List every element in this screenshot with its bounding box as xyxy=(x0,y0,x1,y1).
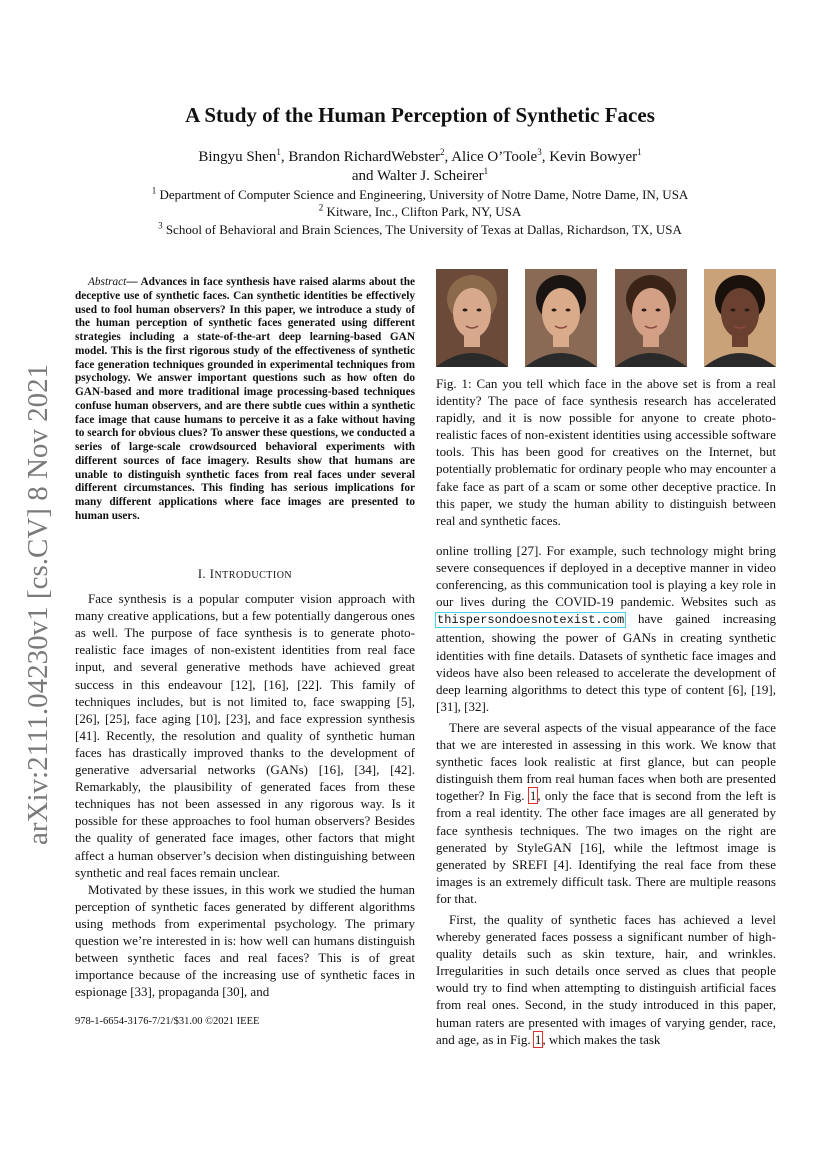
abstract-label: Abstract xyxy=(88,276,127,288)
body-paragraph xyxy=(436,911,776,1048)
affiliation-sup: 1 xyxy=(151,185,157,196)
section-number: I. xyxy=(197,567,207,581)
abstract xyxy=(75,276,415,524)
author-list xyxy=(100,148,740,186)
abstract-text: — Advances in face synthesis have raised alarms about the deceptive use of synthetic faces. Can synthetic identities be effectively used to fool human observers? In this paper, we introduce a study of the human perception of synthetic faces generated using different strategies including a state-of-the-art deep learning-based GAN model. This is the first rigorous study of the effectiveness of synthetic face generation techniques grounded in experimental techniques from psychology. We answer important questions such as how often do GAN-based and more traditional image processing-based techniques confuse human observers, and are there subtle cues within a synthetic face image that cause humans to perceive it as a fake without having to search for obvious clues? To answer these questions, we conducted a series of large-scale crowdsourced behavioral experiments with different sources of face imagery. Results show that humans are unable to distinguish synthetic faces from real faces under several different circumstances. This finding has serious implications for many different applications where face images are presented to human users. xyxy=(75,276,415,522)
author-affil-sup: 1 xyxy=(276,147,281,157)
website-link[interactable]: thispersondoesnotexist.com xyxy=(437,613,625,628)
paragraph-text: There are several aspects of the visual appearance of the face that we are interested in assessing in this work. We know that synthetic faces look realistic at first glance, but can people distinguish them from real human faces when both are presented together? In Fig. xyxy=(436,719,776,804)
body-paragraph: Motivated by these issues, in this work we studied the human perception of synthetic faces generated by different algorithms using methods from experimental psychology. The primary question we’re interested in is: how well can humans distinguish between synthetic faces and real faces? This is of great importance because of the increasing use of synthetic faces in espionage [33], propaganda [30], and xyxy=(75,881,415,1000)
face-4-image xyxy=(704,269,776,367)
author-name: Kevin Bowyer xyxy=(549,149,638,165)
affiliation-sup: 3 xyxy=(158,220,163,231)
affiliation-3 xyxy=(60,222,780,238)
affiliation-1 xyxy=(60,187,780,203)
copyright-footer: 978-1-6654-3176-7/21/$31.00 ©2021 IEEE xyxy=(75,1016,260,1027)
figure-reference-link[interactable]: 1 xyxy=(534,1031,542,1047)
paragraph-text: online trolling [27]. For example, such technology might bring severe consequences if deployed in a deceptive manner in video conferencing, as this communication tool is playing a key role in our lives during the COVID-19 pandemic. Websites such as xyxy=(436,543,776,610)
author-affil-sup: 3 xyxy=(537,147,542,157)
affiliation-2 xyxy=(60,204,780,220)
paragraph-text: have gained increasing attention, showing the power of GANs in creating synthetic identities with fine details. Datasets of synthetic face images and videos have also been released to accelerate the development of deep learning algorithms to detect this type of content [6], [19], [31], [32]. xyxy=(436,611,776,714)
author-name: Alice O’Toole xyxy=(451,149,538,165)
section-title-first: I xyxy=(209,567,215,581)
right-column xyxy=(436,542,776,1048)
paragraph-text: , which makes the task xyxy=(542,1031,661,1047)
face-3-image xyxy=(615,269,687,367)
affiliation-text: Department of Computer Science and Engineering, University of Notre Dame, Notre Dame, IN, USA xyxy=(159,187,689,202)
affiliation-text: Kitware, Inc., Clifton Park, NY, USA xyxy=(326,204,522,219)
body-paragraph xyxy=(436,542,776,715)
author-line-2 xyxy=(100,167,740,186)
face-2-image xyxy=(525,269,597,367)
author-line-1: Bingyu Shen$^1$, Brandon RichardWebster$^2$, Alice O’Toole$^3$, Kevin Bowyer$^1$ xyxy=(198,147,642,165)
affiliation-text: School of Behavioral and Brain Sciences, The University of Texas at Dallas, Richardson, TX, USA xyxy=(165,222,682,237)
paper-title: A Study of the Human Perception of Synthetic Faces xyxy=(185,103,655,127)
section-heading-introduction xyxy=(75,566,415,584)
author-name: Brandon RichardWebster xyxy=(288,149,440,165)
face-1-image xyxy=(436,269,508,367)
paragraph-text: , only the face that is second from the left is from a real identity. The other face images are all generated by face synthesis techniques. The two images on the right are generated by StyleGAN [16], while the leftmost image is generated by SREFI [4]. Identifying the real face from these images is an extremely difficult task. There are multiple reasons for that. xyxy=(436,788,776,906)
figure-1-faces xyxy=(436,269,776,367)
arxiv-identifier: arXiv:2111.04230v1 [cs.CV] 8 Nov 2021 xyxy=(22,363,54,845)
author-affil-sup: 1 xyxy=(637,147,642,157)
author-conjunction: and xyxy=(351,168,377,184)
figure-1-caption: Fig. 1: Can you tell which face in the above set is from a real identity? The pace of face synthesis research has accelerated rapidly, and it is now possible for anyone to create photo-realistic faces of non-existent identities using accessible software tools. This has been good for creatives on the Internet, but potentially problematic for ordinary people who may encounter a fake face as part of a scam or some other deceptive practice. In this paper, we study the human ability to distinguish between real and synthetic faces. xyxy=(436,376,776,528)
affiliation-sup: 2 xyxy=(318,202,324,213)
author-name: Walter J. Scheirer xyxy=(376,168,484,184)
body-paragraph xyxy=(436,719,776,907)
figure-reference-link[interactable]: 1 xyxy=(529,788,537,804)
author-name: Bingyu Shen xyxy=(198,149,277,165)
left-column xyxy=(75,553,415,1000)
author-affil-sup: 1 xyxy=(483,166,489,176)
author-affil-sup: 2 xyxy=(440,147,445,157)
body-paragraph: Face synthesis is a popular computer vision approach with many creative applications, but a few potentially dangerous ones as well. The purpose of face synthesis is to generate photo-realistic face images of non-existent identities from real face input, and several generative methods have achieved great success in this endeavour [12], [16], [22]. This family of techniques includes, but is not limited to, face swapping [5], [26], [25], face aging [10], [23], and face expression synthesis [41]. Recently, the resolution and quality of synthetic human faces has drastically improved thanks to the development of generative adversarial networks (GANs) [16], [34], [42]. Remarkably, the plausibility of generated faces from these techniques has not been assessed in any rigorous way. Is it possible for these approaches to fool human observers? Besides the quality of generated face images, other factors that might affect a human observer’s decision when distinguishing between synthetic and real faces remain unclear. xyxy=(75,591,415,880)
section-title-rest: NTRODUCTION xyxy=(214,570,293,581)
paragraph-text: First, the quality of synthetic faces has achieved a level whereby generated faces possess a significant number of high-quality details such as skin texture, hair, and wrinkles. Irregularities in such details once served as clues that people would try to find when attempting to distinguish artificial faces from real ones. Second, in the study introduced in this paper, human raters are presented with images of varying gender, race, and age, as in Fig. xyxy=(436,911,776,1047)
